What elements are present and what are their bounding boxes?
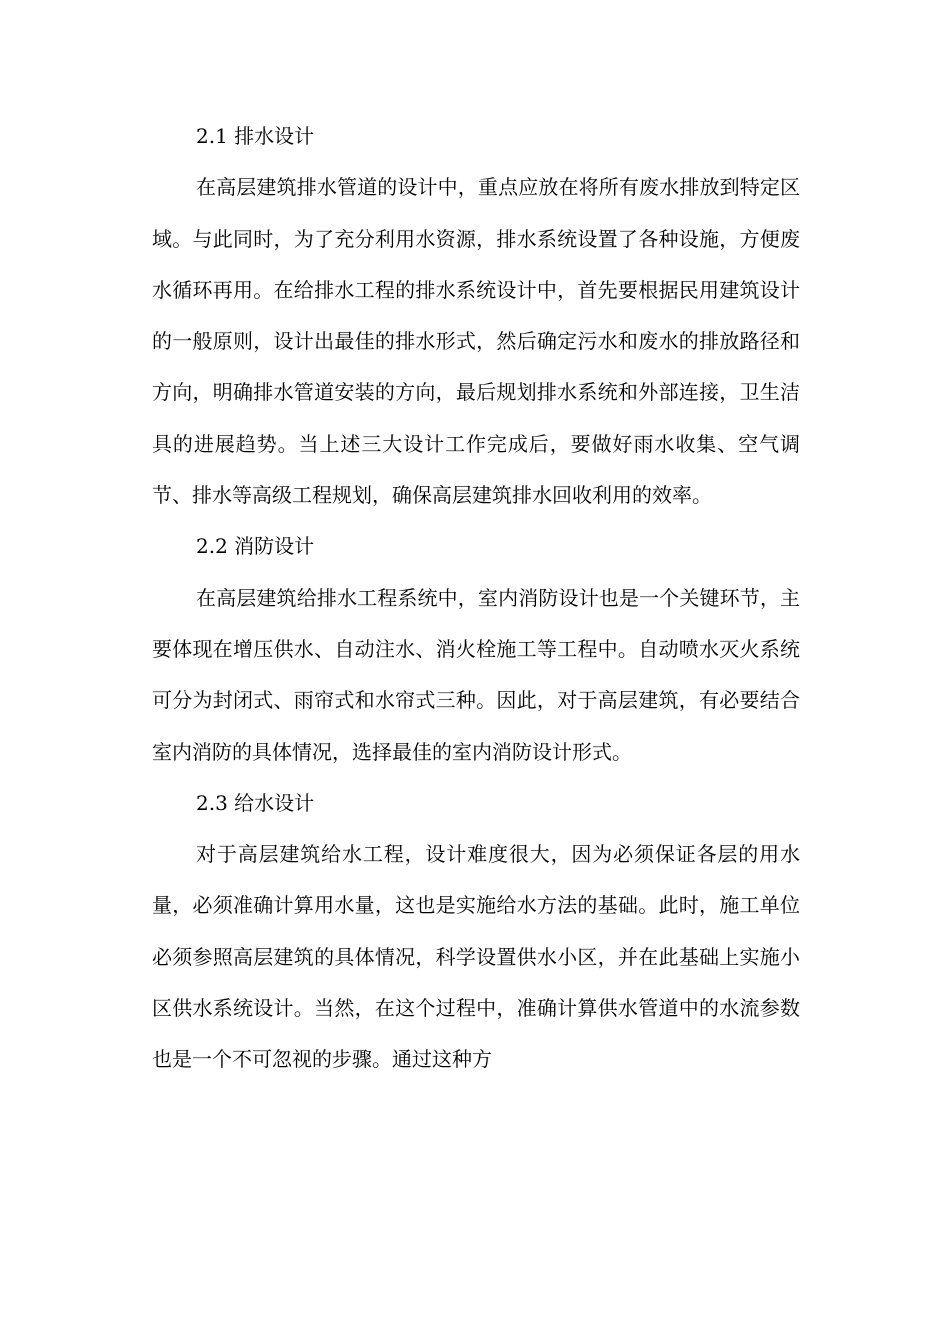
section-paragraph-fire-protection: 在高层建筑给排水工程系统中，室内消防设计也是一个关键环节，主要体现在增压供水、自动注水、消火栓施工等工程中。自动喷水灭火系统可分为封闭式、雨帘式和水帘式三种。因此，对于高层建筑，有必要结合室内消防的具体情况，选择最佳的室内消防设计形式。 bbox=[152, 585, 800, 764]
section-heading-fire-protection: 2.2 消防设计 bbox=[196, 534, 315, 559]
document-body bbox=[152, 111, 800, 1086]
section-heading-drainage: 2.1 排水设计 bbox=[196, 124, 315, 148]
section-heading-water-supply: 2.3 给水设计 bbox=[196, 790, 315, 815]
section-paragraph-water-supply: 对于高层建筑给水工程，设计难度很大，因为必须保证各层的用水量，必须准确计算用水量，这也是实施给水方法的基础。此时，施工单位必须参照高层建筑的具体情况，科学设置供水小区，并在此基础上实施小区供水系统设计。当然，在这个过程中，准确计算供水管道中的水流参数也是一个不可忽视的步骤。通过这种方 bbox=[152, 842, 800, 1072]
section-paragraph-drainage: 在高层建筑排水管道的设计中，重点应放在将所有废水排放到特定区域。与此同时，为了充分利用水资源，排水系统设置了各种设施，方便废水循环再用。在给排水工程的排水系统设计中，首先要根据民用建筑设计的一般原则，设计出最佳的排水形式，然后确定污水和废水的排放路径和方向，明确排水管道安装的方向，最后规划排水系统和外部连接，卫生洁具的进展趋势。当上述三大设计工作完成后，要做好雨水收集、空气调节、排水等高级工程规划，确保高层建筑排水回收利用的效率。 bbox=[152, 175, 800, 508]
